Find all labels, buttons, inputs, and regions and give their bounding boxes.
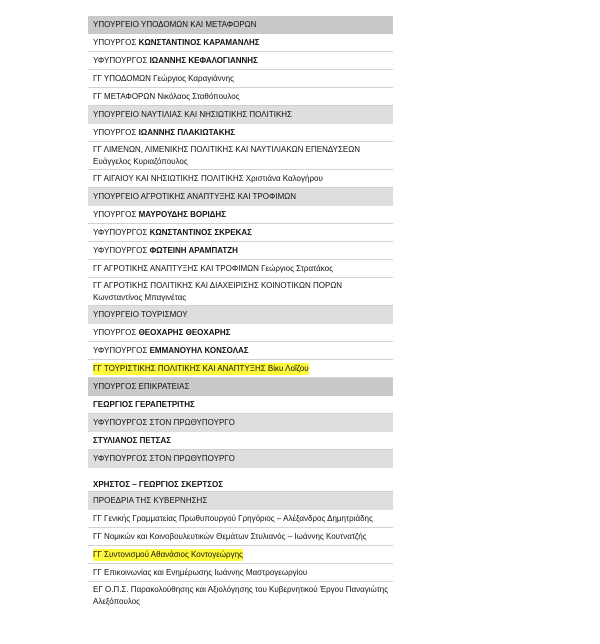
row-text — [93, 227, 252, 239]
person-name: ΣΤΥΛΙΑΝΟΣ ΠΕΤΣΑΣ — [93, 435, 172, 445]
role-label: ΥΠΟΥΡΓΟΣ — [93, 127, 137, 137]
row-text: ΓΓ ΑΓΡΟΤΙΚΗΣ ΑΝΑΠΤΥΞΗΣ ΚΑΙ ΤΡΟΦΙΜΩΝ Γεώργιος Στρατάκος — [93, 263, 333, 273]
table-row — [88, 260, 393, 278]
row-text — [93, 345, 249, 357]
table-row — [88, 278, 393, 306]
section-header — [88, 492, 393, 510]
person-name: ΚΩΝΣΤΑΝΤΙΝΟΣ ΚΑΡΑΜΑΝΛΗΣ — [138, 37, 260, 47]
section-header — [88, 16, 393, 34]
section-header — [88, 306, 393, 324]
table-row — [88, 582, 393, 610]
row-text — [93, 55, 258, 67]
row-text: ΥΦΥΠΟΥΡΓΟΣ ΣΤΟΝ ΠΡΩΘΥΠΟΥΡΓΟ — [93, 454, 235, 463]
table-row — [88, 396, 393, 414]
row-text: ΥΦΥΠΟΥΡΓΟΣ ΣΤΟΝ ΠΡΩΘΥΠΟΥΡΓΟ — [93, 418, 235, 427]
role-label: ΥΦΥΠΟΥΡΓΟΣ — [93, 227, 148, 237]
table-row — [88, 360, 393, 378]
row-text: ΓΓ Γενικής Γραμματείας Πρωθυπουργού Γρηγόριος – Αλέξανδρος Δημητριάδης — [93, 513, 373, 523]
row-text — [93, 127, 235, 139]
table-row — [88, 52, 393, 70]
role-label: ΥΠΟΥΡΓΟΣ — [93, 327, 137, 337]
row-text — [93, 435, 171, 447]
row-text — [93, 209, 226, 221]
person-name: ΕΜΜΑΝΟΥΗΛ ΚΟΝΣΟΛΑΣ — [149, 345, 249, 355]
row-text: ΓΓ ΛΙΜΕΝΩΝ, ΛΙΜΕΝΙΚΗΣ ΠΟΛΙΤΙΚΗΣ ΚΑΙ ΝΑΥΤΙΛΙΑΚΩΝ ΕΠΕΝΔΥΣΕΩΝ Ευάγγελος Κυριαζόπουλος — [93, 144, 361, 166]
row-text: ΓΓ ΜΕΤΑΦΟΡΩΝ Νικόλαος Σταθόπουλος — [93, 91, 240, 101]
role-label: ΥΦΥΠΟΥΡΓΟΣ — [93, 245, 148, 255]
role-label: ΥΠΟΥΡΓΟΣ — [93, 209, 137, 219]
row-text: ΕΓ Ο.Π.Σ. Παρακολούθησης και Αξιολόγησης του Κυβερνητικού Έργου Παναγιώτης Αλεξόπουλος — [93, 585, 389, 606]
row-text — [93, 479, 223, 491]
person-name: ΘΕΟΧΑΡΗΣ ΘΕΟΧΑΡΗΣ — [138, 327, 231, 337]
table-row — [88, 224, 393, 242]
role-label: ΥΦΥΠΟΥΡΓΟΣ — [93, 55, 148, 65]
section-header — [88, 378, 393, 396]
table-row — [88, 70, 393, 88]
table-row — [88, 528, 393, 546]
person-name: ΚΩΝΣΤΑΝΤΙΝΟΣ ΣΚΡΕΚΑΣ — [149, 227, 252, 237]
row-text: ΓΓ ΑΙΓΑΙΟΥ ΚΑΙ ΝΗΣΙΩΤΙΚΗΣ ΠΟΛΙΤΙΚΗΣ Χριστιάνα Καλογήρου — [93, 173, 323, 183]
section-header — [88, 450, 393, 468]
table-row — [88, 510, 393, 528]
person-name: ΧΡΗΣΤΟΣ – ΓΕΩΡΓΙΟΣ ΣΚΕΡΤΣΟΣ — [93, 480, 224, 489]
ministries-table — [88, 16, 393, 610]
table-row — [88, 88, 393, 106]
table-row — [88, 342, 393, 360]
row-text: ΥΠΟΥΡΓΕΙΟ ΑΓΡΟΤΙΚΗΣ ΑΝΑΠΤΥΞΗΣ ΚΑΙ ΤΡΟΦΙΜΩΝ — [93, 192, 297, 201]
section-header — [88, 106, 393, 124]
row-text: ΓΓ ΑΓΡΟΤΙΚΗΣ ΠΟΛΙΤΙΚΗΣ ΚΑΙ ΔΙΑΧΕΙΡΙΣΗΣ ΚΟΙΝΟΤΙΚΩΝ ΠΟΡΩΝ Κωνσταντίνος Μπαγινέτας — [93, 280, 343, 302]
person-name: ΙΩΑΝΝΗΣ ΚΕΦΑΛΟΓΙΑΝΝΗΣ — [149, 55, 258, 65]
row-text — [93, 327, 230, 339]
table-row — [88, 564, 393, 582]
row-text: ΠΡΟΕΔΡΙΑ ΤΗΣ ΚΥΒΕΡΝΗΣΗΣ — [93, 496, 208, 505]
row-text: ΥΠΟΥΡΓΟΣ ΕΠΙΚΡΑΤΕΙΑΣ — [93, 382, 190, 391]
table-row — [88, 124, 393, 142]
row-text: ΥΠΟΥΡΓΕΙΟ ΝΑΥΤΙΛΙΑΣ ΚΑΙ ΝΗΣΙΩΤΙΚΗΣ ΠΟΛΙΤΙΚΗΣ — [93, 110, 292, 119]
table-row — [88, 242, 393, 260]
table-row — [88, 468, 393, 492]
role-label: ΥΠΟΥΡΓΟΣ — [93, 37, 137, 47]
section-header — [88, 188, 393, 206]
row-text: ΥΠΟΥΡΓΕΙΟ ΤΟΥΡΙΣΜΟΥ — [93, 310, 188, 319]
table-row — [88, 170, 393, 188]
row-text: ΓΓ Νομικών και Κοινοβουλευτικών Θεμάτων Στυλιανός – Ιωάννης Κουτνατζής — [93, 531, 367, 541]
row-text — [93, 399, 195, 411]
person-name: ΓΕΩΡΓΙΟΣ ΓΕΡΑΠΕΤΡΙΤΗΣ — [93, 399, 195, 409]
table-row — [88, 142, 393, 170]
row-text: ΓΓ Επικοινωνίας και Ενημέρωσης Ιωάννης Μαστρογεωργίου — [93, 567, 308, 577]
role-label: ΥΦΥΠΟΥΡΓΟΣ — [93, 345, 148, 355]
person-name: ΦΩΤΕΙΝΗ ΑΡΑΜΠΑΤΖΗ — [149, 245, 238, 255]
row-text: ΓΓ ΥΠΟΔΟΜΩΝ Γεώργιος Καραγιάννης — [93, 73, 234, 83]
row-text — [93, 37, 260, 49]
table-row — [88, 546, 393, 564]
table-row — [88, 34, 393, 52]
section-header — [88, 414, 393, 432]
row-text — [93, 245, 238, 257]
row-text: ΥΠΟΥΡΓΕΙΟ ΥΠΟΔΟΜΩΝ ΚΑΙ ΜΕΤΑΦΟΡΩΝ — [93, 20, 257, 29]
row-text: ΓΓ Συντονισμού Αθανάσιος Κοντογεώργης — [93, 549, 243, 559]
person-name: ΙΩΑΝΝΗΣ ΠΛΑΚΙΩΤΑΚΗΣ — [138, 127, 236, 137]
person-name: ΜΑΥΡΟΥΔΗΣ ΒΟΡΙΔΗΣ — [138, 209, 226, 219]
table-row — [88, 432, 393, 450]
table-row — [88, 324, 393, 342]
table-row — [88, 206, 393, 224]
row-text: ΓΓ ΤΟΥΡΙΣΤΙΚΗΣ ΠΟΛΙΤΙΚΗΣ ΚΑΙ ΑΝΑΠΤΥΞΗΣ Βίκυ Λοΐζου — [93, 363, 309, 373]
